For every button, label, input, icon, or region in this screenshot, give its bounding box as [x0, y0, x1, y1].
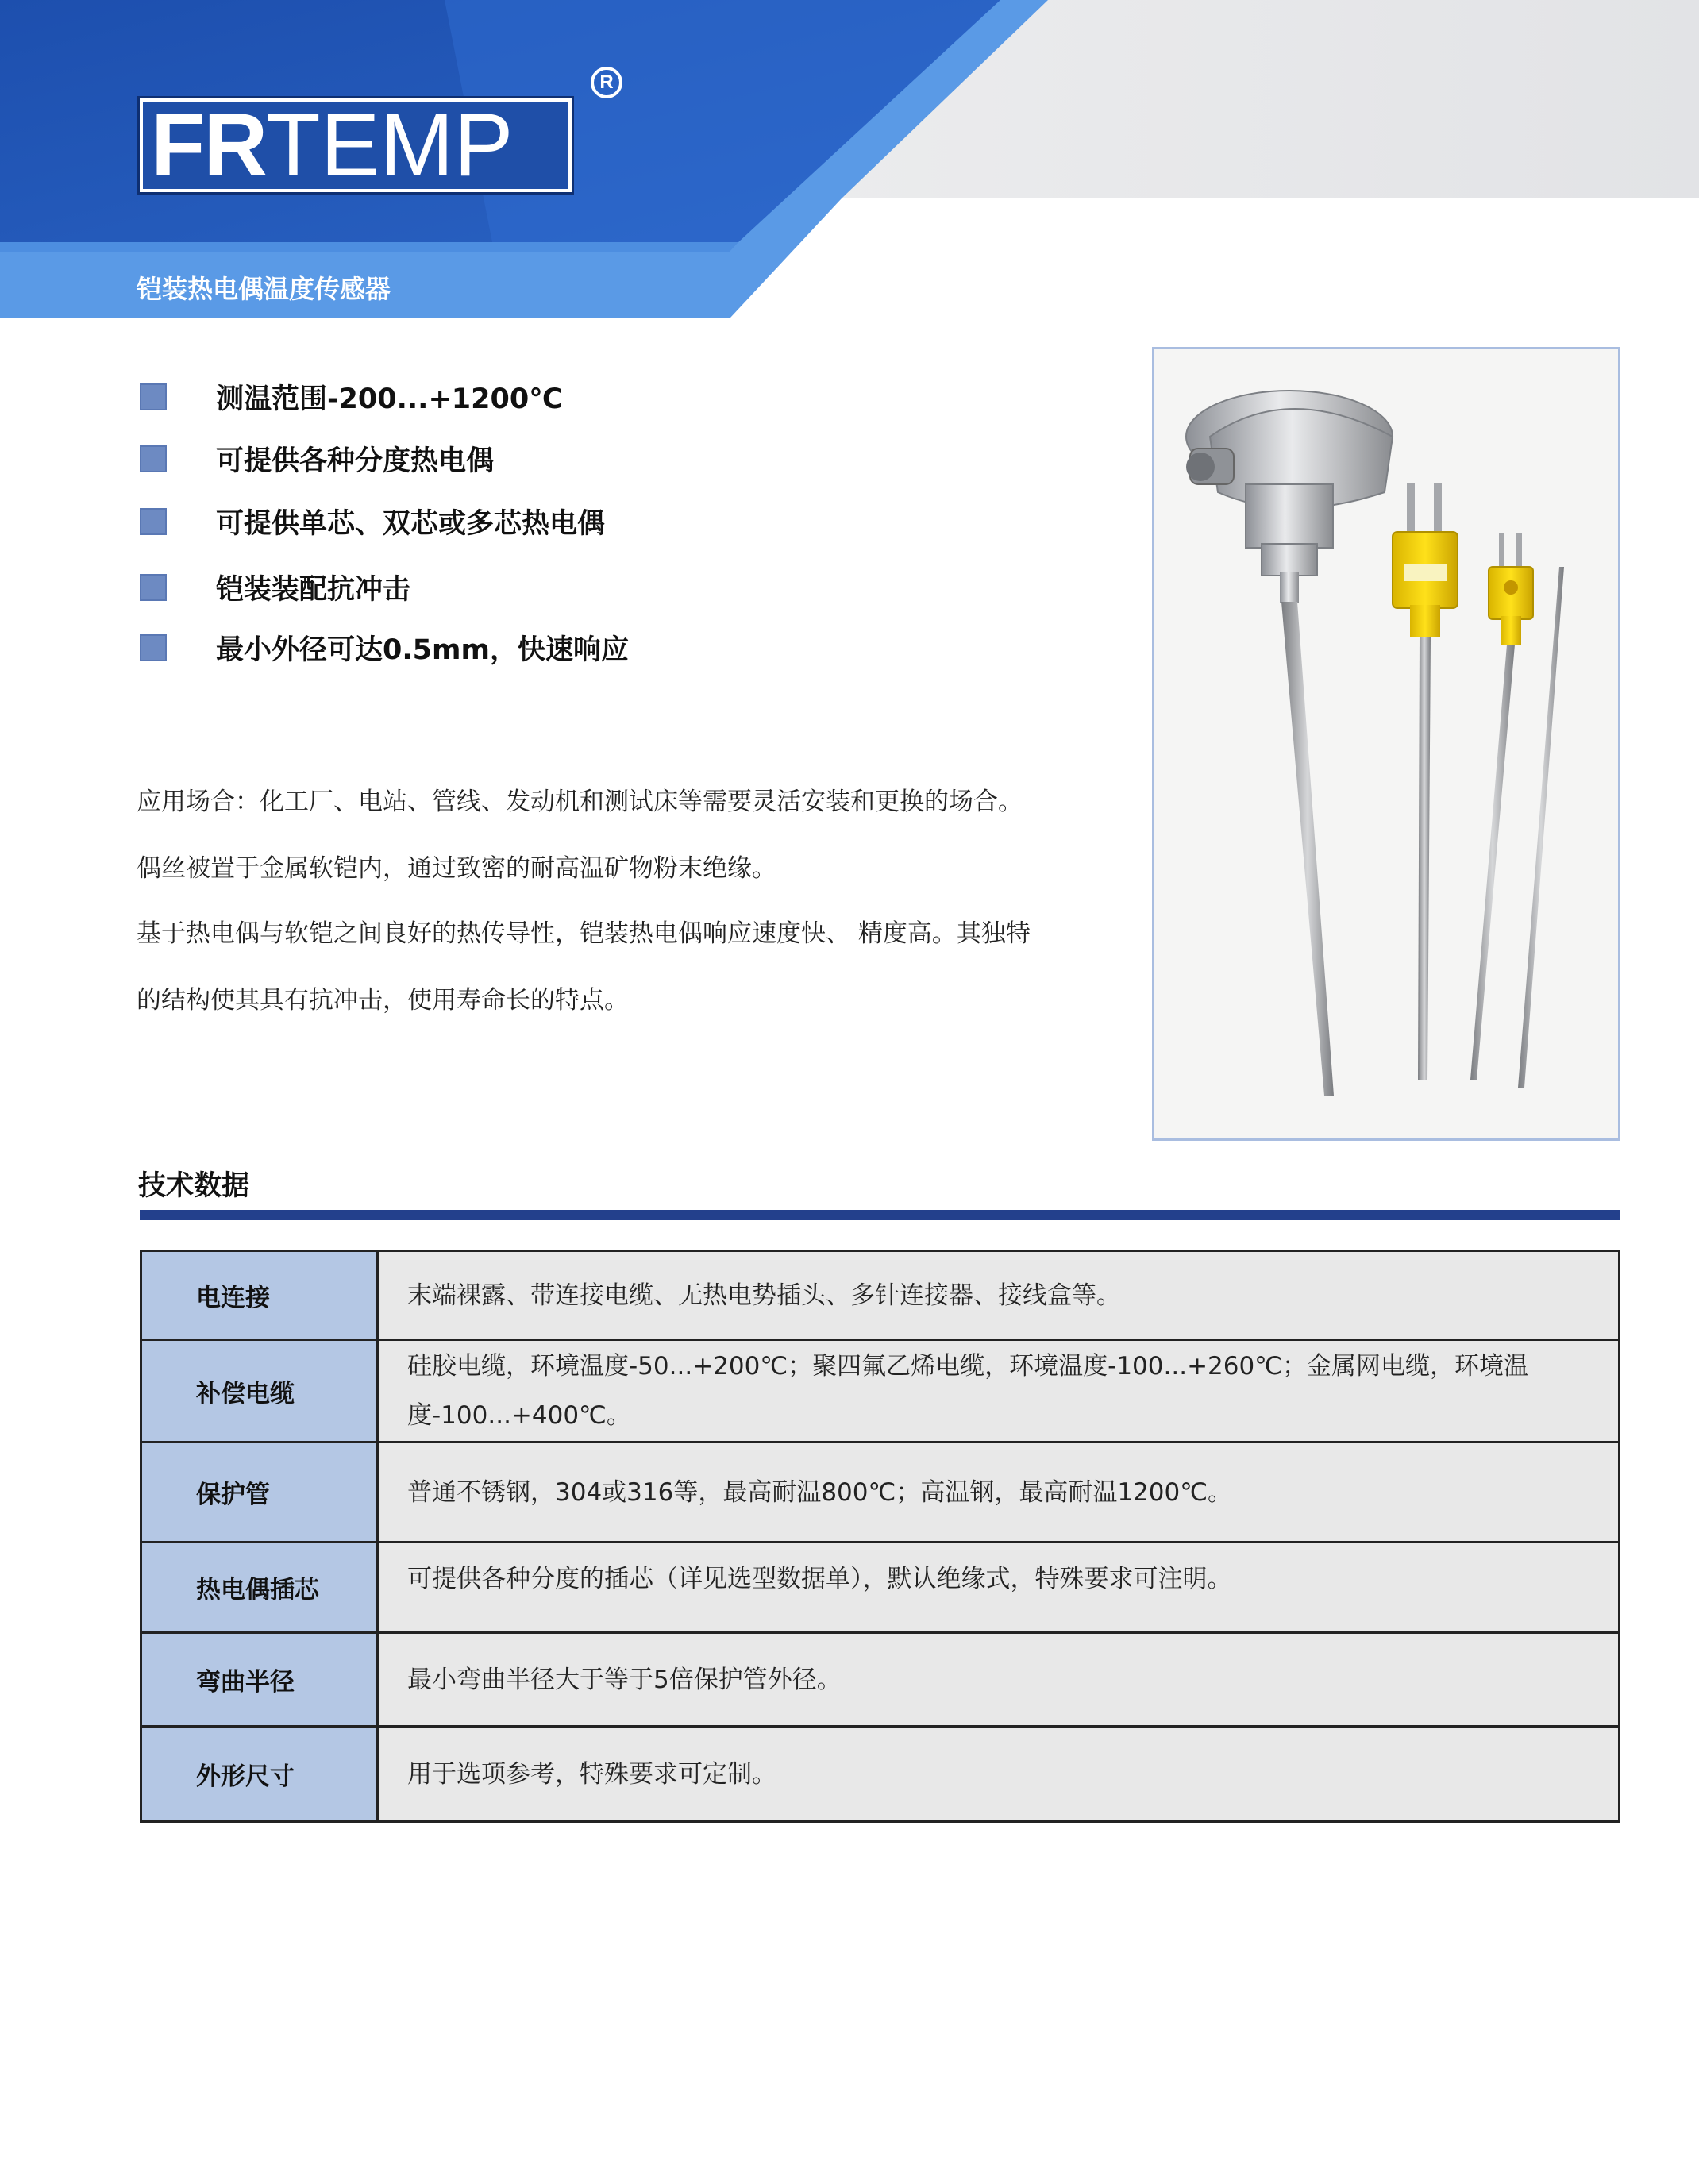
row-value: 用于选项参考，特殊要求可定制。	[378, 1727, 1620, 1822]
thermocouple-illustration	[1154, 349, 1618, 1138]
section-divider	[140, 1210, 1620, 1220]
row-label: 外形尺寸	[141, 1727, 378, 1822]
spec-table	[140, 1250, 1620, 1823]
description-line: 应用场合：化工厂、电站、管线、发动机和测试床等需要灵活安装和更换的场合。	[137, 788, 1023, 816]
table-row	[141, 1543, 1620, 1633]
row-value: 末端裸露、带连接电缆、无热电势插头、多针连接器、接线盒等。	[378, 1251, 1620, 1340]
row-value: 最小弯曲半径大于等于5倍保护管外径。	[378, 1633, 1620, 1727]
feature-text: 可提供单芯、双芯或多芯热电偶	[216, 508, 606, 540]
row-value: 普通不锈钢，304或316等，最高耐温800℃；高温钢，最高耐温1200℃。	[378, 1443, 1620, 1543]
table-row	[141, 1340, 1620, 1443]
square-bullet-icon	[140, 445, 167, 472]
description-line: 的结构使其具有抗冲击，使用寿命长的特点。	[137, 986, 629, 1015]
section-title: 技术数据	[138, 1170, 250, 1202]
feature-item	[140, 373, 563, 421]
square-bullet-icon	[140, 574, 167, 601]
row-label: 弯曲半径	[141, 1633, 378, 1727]
row-value: 硅胶电缆，环境温度-50...+200℃；聚四氟乙烯电缆，环境温度-100...+260℃；金属网电缆，环境温度-100...+400℃。	[378, 1340, 1620, 1443]
square-bullet-icon	[140, 508, 167, 535]
registered-icon: R	[591, 67, 622, 98]
row-label: 电连接	[141, 1251, 378, 1340]
feature-item	[140, 624, 629, 672]
row-value: 可提供各种分度的插芯（详见选型数据单），默认绝缘式，特殊要求可注明。	[378, 1543, 1620, 1633]
product-photo	[1152, 347, 1620, 1141]
table-row	[141, 1251, 1620, 1340]
logo-text-thin: TEMP	[266, 95, 514, 195]
feature-item	[140, 435, 494, 483]
feature-text: 铠装装配抗冲击	[216, 574, 411, 606]
header-banner	[0, 0, 1699, 318]
table-row	[141, 1633, 1620, 1727]
table-row	[141, 1727, 1620, 1822]
feature-item	[140, 564, 410, 611]
product-title: 铠装热电偶温度传感器	[137, 274, 391, 304]
feature-text: 最小外径可达0.5mm，快速响应	[216, 634, 629, 666]
row-label: 补偿电缆	[141, 1340, 378, 1443]
feature-item	[140, 498, 605, 545]
logo-text-bold: FR	[151, 95, 267, 195]
description-line: 偶丝被置于金属软铠内，通过致密的耐高温矿物粉末绝缘。	[137, 854, 776, 883]
brand-logo	[140, 95, 572, 195]
square-bullet-icon	[140, 634, 167, 661]
feature-text: 测温范围-200...+1200℃	[216, 383, 563, 415]
row-label: 热电偶插芯	[141, 1543, 378, 1633]
feature-text: 可提供各种分度热电偶	[216, 445, 495, 477]
square-bullet-icon	[140, 383, 167, 410]
table-row	[141, 1443, 1620, 1543]
row-label: 保护管	[141, 1443, 378, 1543]
description-line: 基于热电偶与软铠之间良好的热传导性，铠装热电偶响应速度快、 精度高。其独特	[137, 919, 1031, 948]
